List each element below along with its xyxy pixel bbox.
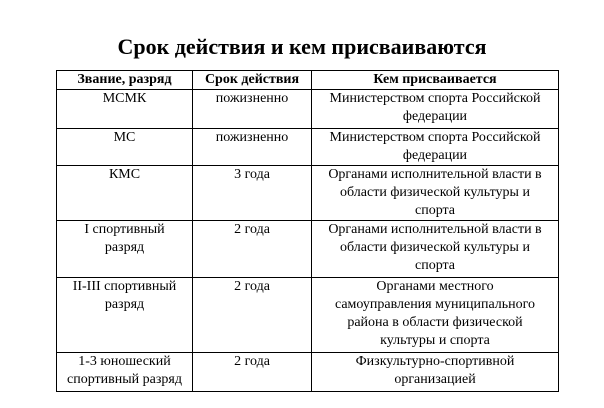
- cell-awarded-by: Министерством спорта Российской федерации: [312, 129, 559, 166]
- table-row: [57, 129, 559, 166]
- cell-validity: пожизненно: [193, 90, 312, 129]
- cell-validity: пожизненно: [193, 129, 312, 166]
- header-awarded-by: Кем присваивается: [312, 71, 559, 90]
- cell-rank: МС: [57, 129, 193, 166]
- cell-awarded-by: Физкультурно-спортивной организацией: [312, 353, 559, 392]
- page-title: Срок действия и кем присваиваются: [117, 34, 487, 59]
- cell-rank: МСМК: [57, 90, 193, 129]
- table-row: [57, 278, 559, 353]
- table-row: [57, 166, 559, 221]
- cell-rank: II-III спортивный разряд: [57, 278, 193, 353]
- table-row: [57, 353, 559, 392]
- cell-rank: 1-3 юношеский спортивный разряд: [57, 353, 193, 392]
- cell-validity: 3 года: [193, 166, 312, 221]
- cell-awarded-by: Министерством спорта Российской федерации: [312, 90, 559, 129]
- table-header-row: [57, 71, 559, 90]
- table-row: [57, 90, 559, 129]
- cell-rank: КМС: [57, 166, 193, 221]
- ranks-table: [56, 70, 559, 392]
- cell-validity: 2 года: [193, 353, 312, 392]
- cell-rank: I спортивный разряд: [57, 221, 193, 278]
- header-rank: Звание, разряд: [57, 71, 193, 90]
- cell-awarded-by: Органами исполнительной власти в области физической культуры и спорта: [312, 221, 559, 278]
- cell-awarded-by: Органами местного самоуправления муниципального района в области физической культуры и спорта: [312, 278, 559, 353]
- cell-validity: 2 года: [193, 278, 312, 353]
- cell-validity: 2 года: [193, 221, 312, 278]
- table-row: [57, 221, 559, 278]
- cell-awarded-by: Органами исполнительной власти в области физической культуры и спорта: [312, 166, 559, 221]
- header-validity: Срок действия: [193, 71, 312, 90]
